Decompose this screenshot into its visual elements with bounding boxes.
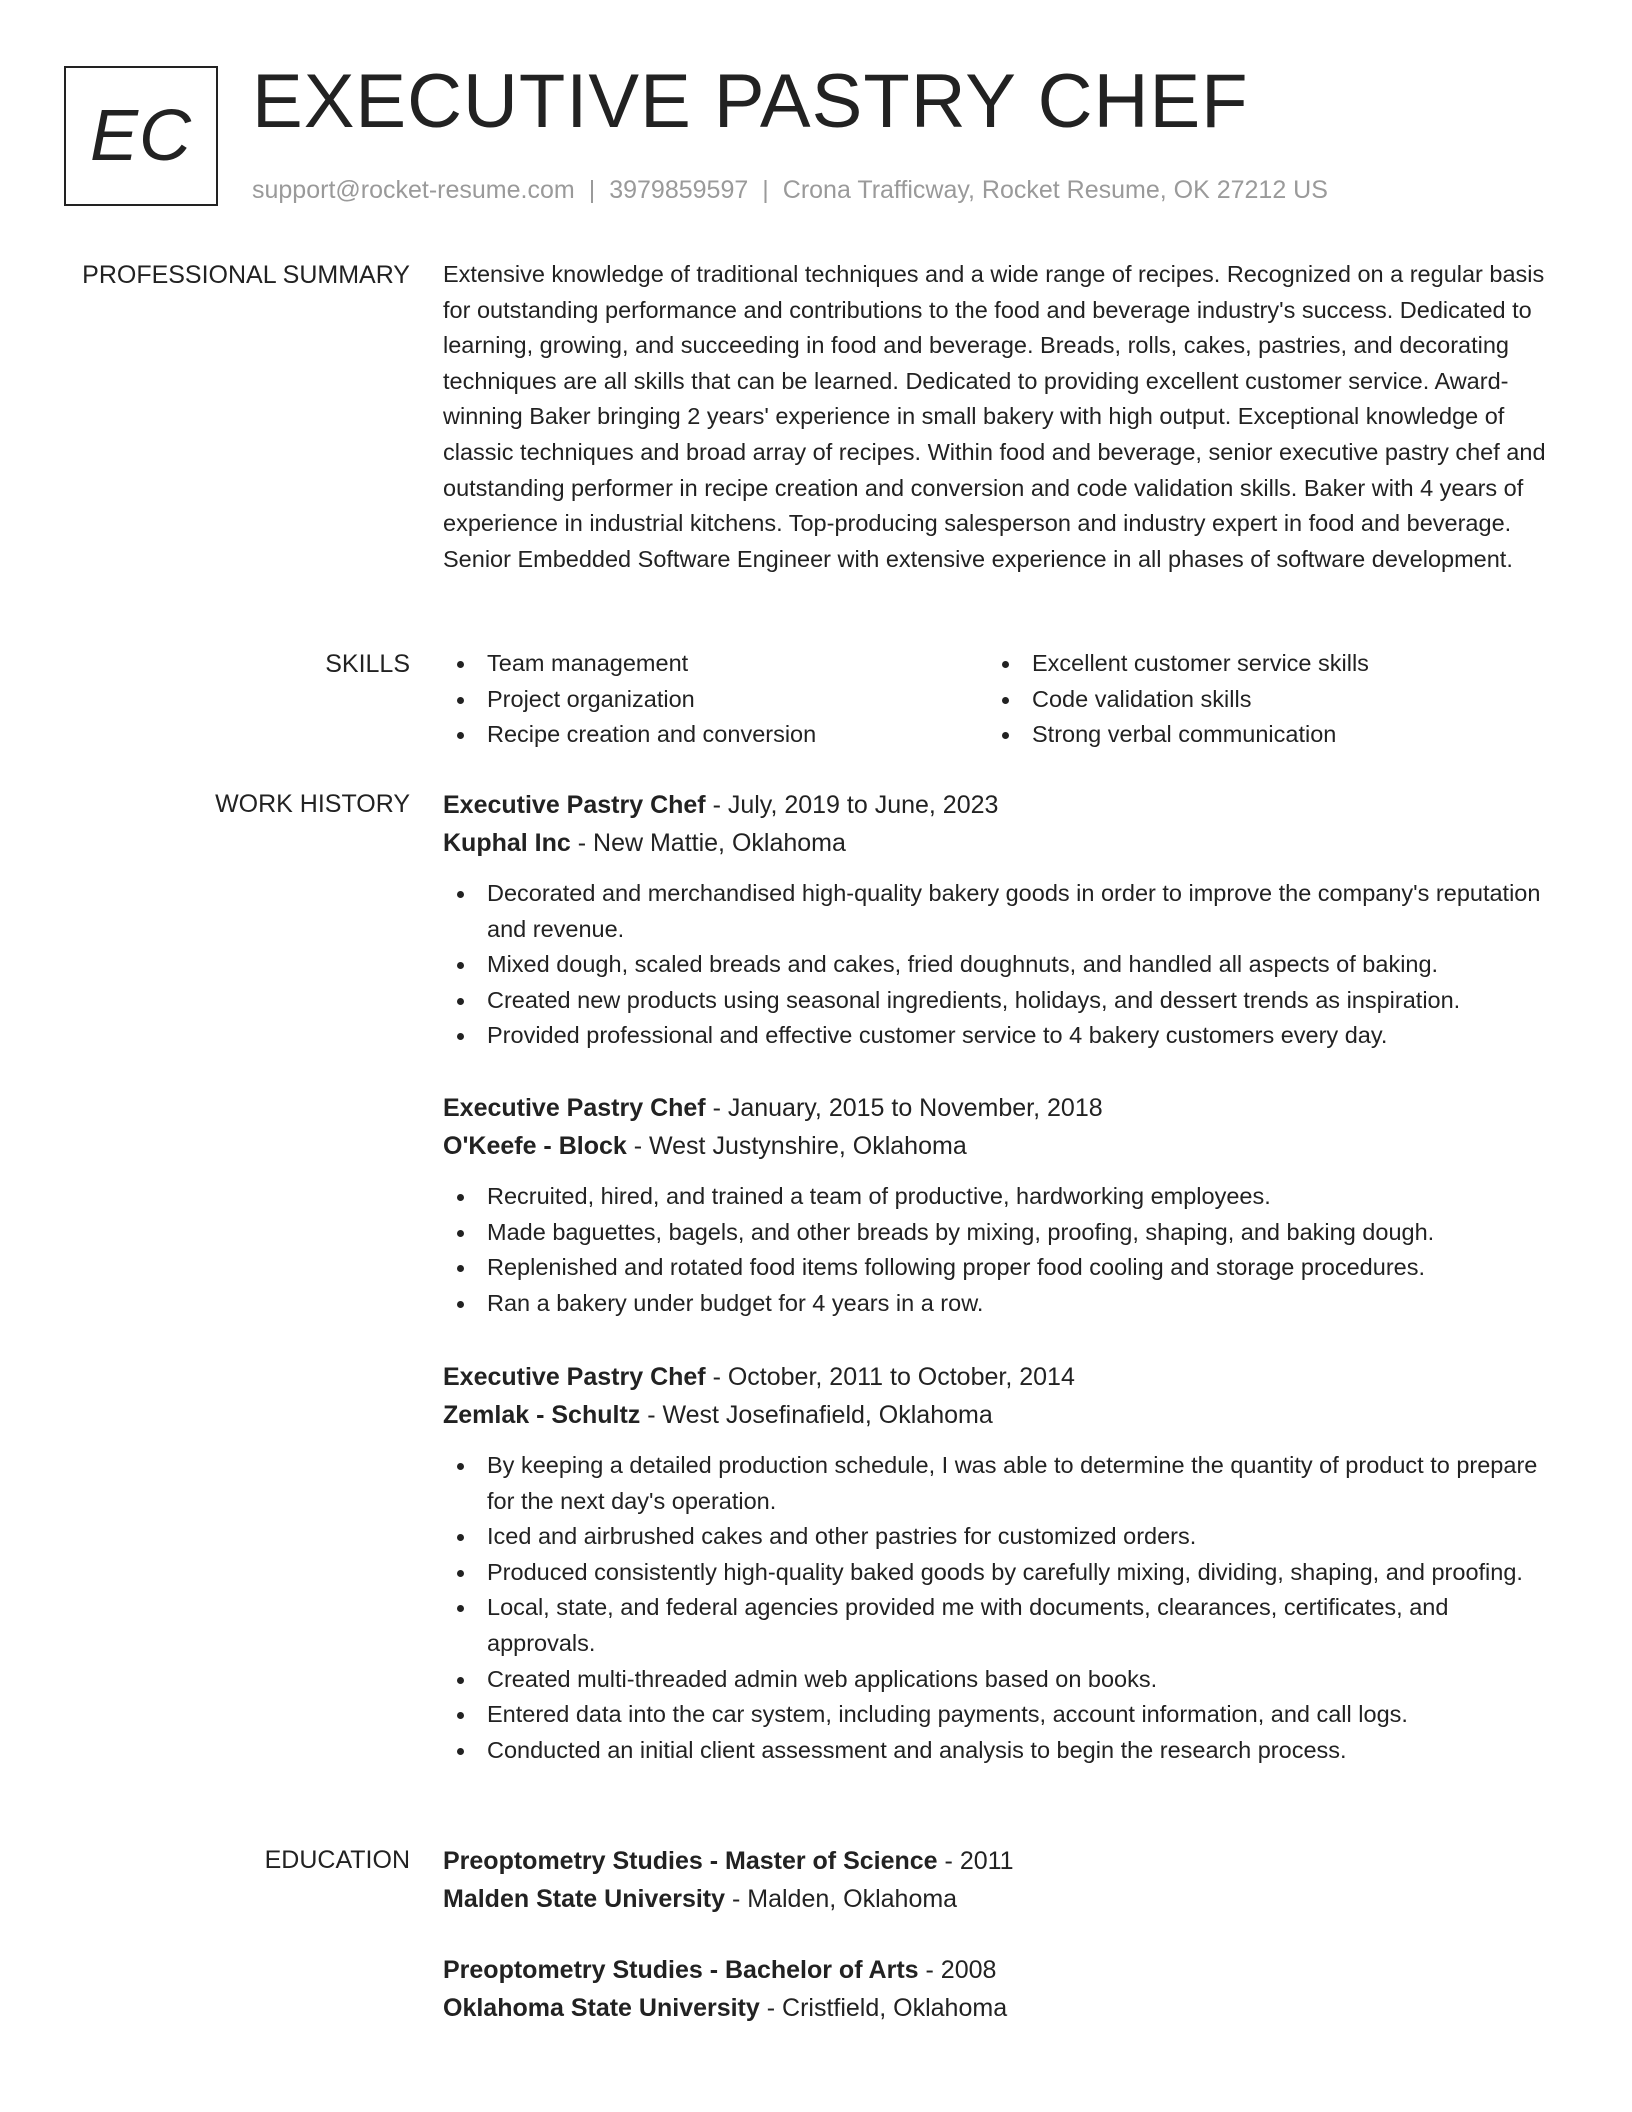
job-bullet: Provided professional and effective customer service to 4 bakery customers every day. [443, 1018, 1553, 1054]
contact-line [252, 174, 1328, 207]
job-company: Zemlak - Schultz [443, 1401, 641, 1429]
education-degree-line [443, 1842, 1553, 1880]
education-degree: Preoptometry Studies - Bachelor of Arts [443, 1956, 919, 1984]
job-location: - West Josefinafield, Oklahoma [647, 1401, 993, 1429]
job-company: O'Keefe - Block [443, 1132, 627, 1160]
job-bullet: Made baguettes, bagels, and other breads by mixing, proofing, shaping, and baking dough. [443, 1215, 1553, 1251]
skill-item: Excellent customer service skills [988, 646, 1533, 682]
job-bullet: Replenished and rotated food items following proper food cooling and storage procedures. [443, 1250, 1553, 1286]
job-bullet: Entered data into the car system, including payments, account information, and call logs. [443, 1697, 1553, 1733]
job-title: Executive Pastry Chef [443, 1094, 706, 1122]
job-company-line [443, 824, 1553, 862]
job-bullet: Iced and airbrushed cakes and other pastries for customized orders. [443, 1519, 1553, 1555]
skills-column-2 [988, 646, 1533, 753]
job-bullet: Ran a bakery under budget for 4 years in a row. [443, 1286, 1553, 1322]
skill-item: Recipe creation and conversion [443, 717, 988, 753]
job-entry [443, 1089, 1553, 1321]
contact-phone: 3979859597 [609, 176, 749, 204]
education-entry [443, 1842, 1553, 1918]
contact-email: support@rocket-resume.com [252, 176, 575, 204]
job-bullets [443, 1448, 1553, 1768]
monogram-box: EC [64, 66, 218, 206]
job-bullets [443, 1179, 1553, 1321]
job-bullet: Recruited, hired, and trained a team of productive, hardworking employees. [443, 1179, 1553, 1215]
education-year: - 2011 [944, 1847, 1014, 1875]
education-school-line [443, 1880, 1553, 1918]
section-label-summary: PROFESSIONAL SUMMARY [82, 261, 410, 289]
summary-text: Extensive knowledge of traditional techniques and a wide range of recipes. Recognized on a regular basis for outstanding performance and contributions to the food and beverage industry's success. Dedicated to learning, growing, and succeeding in food and beverage. Breads, rolls, cakes, pastries, and decorating techniques are all skills that can be learned. Dedicated to providing excellent customer service. Award-winning Baker bringing 2 years' experience in small bakery with high output. Exceptional knowledge of classic techniques and broad array of recipes. Within food and beverage, senior executive pastry chef and outstanding performer in recipe creation and conversion and code validation skills. Baker with 4 years of experience in industrial kitchens. Top-producing salesperson and industry expert in food and beverage. Senior Embedded Software Engineer with extensive experience in all phases of software development. [443, 261, 1546, 572]
job-bullets [443, 876, 1553, 1054]
job-company-line [443, 1127, 1553, 1165]
job-bullet: Produced consistently high-quality baked goods by carefully mixing, dividing, shaping, and proofing. [443, 1555, 1553, 1591]
job-entry [443, 1358, 1553, 1768]
contact-address: Crona Trafficway, Rocket Resume, OK 27212 US [782, 176, 1328, 204]
job-title-line [443, 1089, 1553, 1127]
job-entry [443, 786, 1553, 1054]
job-title-line [443, 1358, 1553, 1396]
job-title: Executive Pastry Chef [443, 1363, 706, 1391]
job-company: Kuphal Inc [443, 829, 571, 857]
job-dates: - January, 2015 to November, 2018 [712, 1094, 1103, 1122]
education-school: Oklahoma State University [443, 1994, 760, 2022]
job-bullet: By keeping a detailed production schedule, I was able to determine the quantity of product to prepare for the next day's operation. [443, 1448, 1553, 1519]
job-location: - West Justynshire, Oklahoma [633, 1132, 967, 1160]
skills-column-1 [443, 646, 988, 753]
section-label-work-history: WORK HISTORY [215, 790, 410, 818]
education-location: - Cristfield, Oklahoma [766, 1994, 1008, 2022]
education-degree-line [443, 1951, 1553, 1989]
education-location: - Malden, Oklahoma [731, 1885, 958, 1913]
education-year: - 2008 [925, 1956, 997, 1984]
job-bullet: Conducted an initial client assessment and analysis to begin the research process. [443, 1733, 1553, 1769]
job-bullet: Created multi-threaded admin web applications based on books. [443, 1662, 1553, 1698]
education-school: Malden State University [443, 1885, 726, 1913]
contact-separator: | [762, 176, 769, 204]
job-title: Executive Pastry Chef [443, 791, 706, 819]
section-label-education: EDUCATION [264, 1846, 410, 1874]
job-bullet: Local, state, and federal agencies provided me with documents, clearances, certificates, and approvals. [443, 1590, 1553, 1661]
job-dates: - July, 2019 to June, 2023 [712, 791, 999, 819]
skill-item: Strong verbal communication [988, 717, 1533, 753]
job-bullet: Created new products using seasonal ingredients, holidays, and dessert trends as inspiration. [443, 983, 1553, 1019]
contact-separator: | [588, 176, 596, 204]
skill-item: Project organization [443, 682, 988, 718]
skill-item: Team management [443, 646, 988, 682]
job-bullet: Mixed dough, scaled breads and cakes, fried doughnuts, and handled all aspects of baking. [443, 947, 1553, 983]
job-title-line [443, 786, 1553, 824]
skills-list [443, 646, 1553, 753]
job-bullet: Decorated and merchandised high-quality bakery goods in order to improve the company's reputation and revenue. [443, 876, 1553, 947]
job-location: - New Mattie, Oklahoma [577, 829, 846, 857]
job-dates: - October, 2011 to October, 2014 [712, 1363, 1075, 1391]
resume-name: EXECUTIVE PASTRY CHEF [252, 59, 1249, 144]
education-degree: Preoptometry Studies - Master of Science [443, 1847, 938, 1875]
skill-item: Code validation skills [988, 682, 1533, 718]
education-entry [443, 1951, 1553, 2027]
education-school-line [443, 1989, 1553, 2027]
section-label-skills: SKILLS [325, 650, 410, 678]
job-company-line [443, 1396, 1553, 1434]
